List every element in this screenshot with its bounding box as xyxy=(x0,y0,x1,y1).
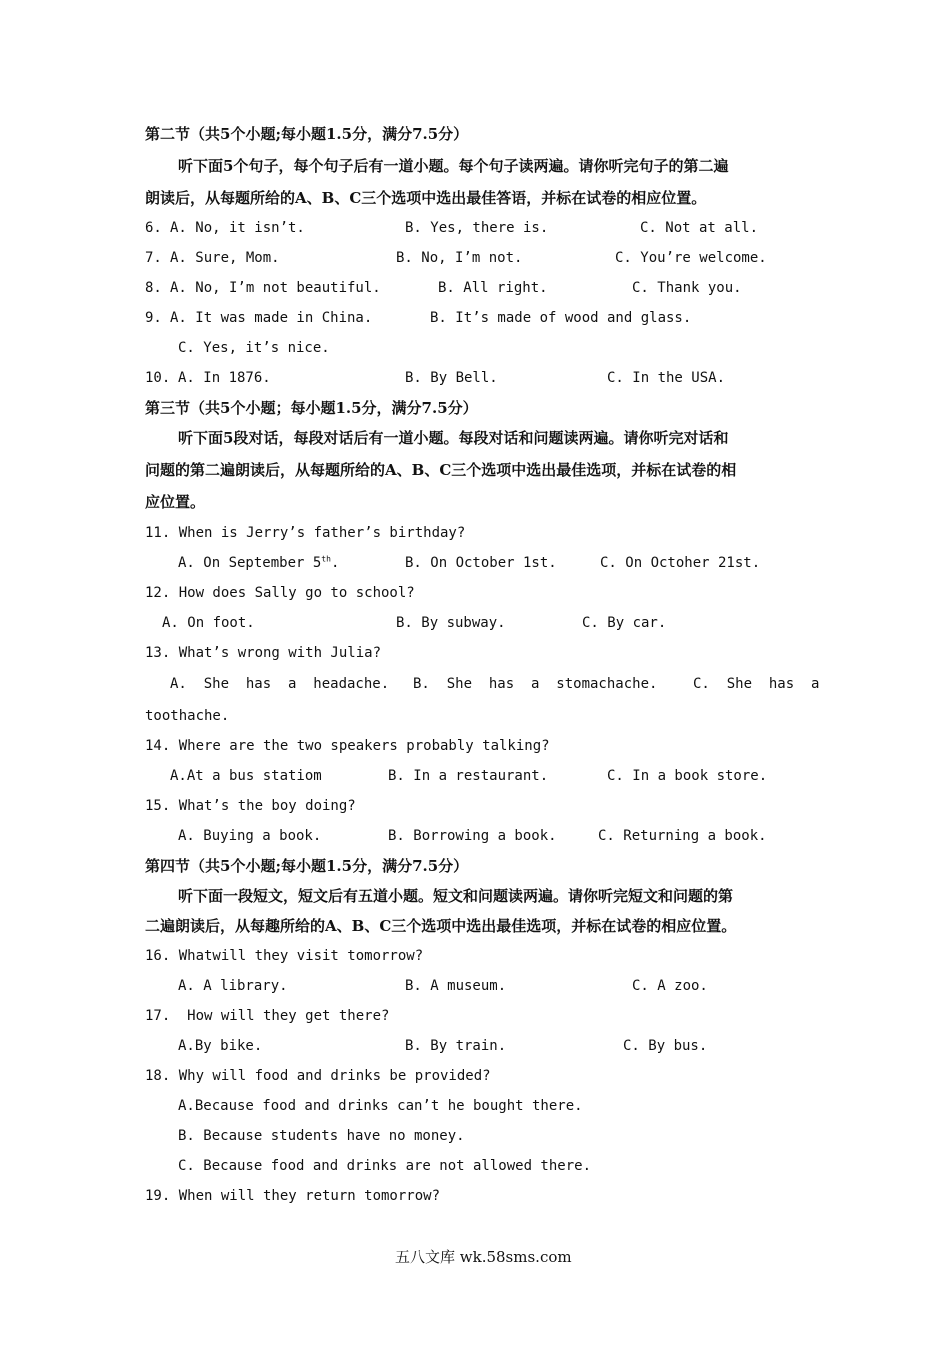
q17-option-c: C. By bus. xyxy=(623,1038,708,1054)
q13-option-c-continued: toothache. xyxy=(145,708,230,724)
section2-instruction-line2: 朗读后，从每题所给的A、B、C三个选项中选出最佳答语，并标在试卷的相应位置。 xyxy=(145,189,707,207)
q18-option-b: B. Because students have no money. xyxy=(178,1128,465,1144)
q12-option-a: A. On foot. xyxy=(162,615,255,631)
footer-watermark: 五八文库 wk.58sms.com xyxy=(395,1248,572,1266)
q11-option-a-text: A. On September 5 xyxy=(178,555,322,571)
q14-stem: 14. Where are the two speakers probably talking? xyxy=(145,738,550,754)
q11-option-a xyxy=(178,553,339,573)
q9-option-b: B. It’s made of wood and glass. xyxy=(430,310,692,326)
q11-option-a-period: . xyxy=(330,555,340,571)
q7-number: 7. xyxy=(145,250,162,266)
section4-instruction-line1: 听下面一段短文，短文后有五道小题。短文和问题读两遍。请你听完短文和问题的第 xyxy=(178,887,734,905)
q12-stem: 12. How does Sally go to school? xyxy=(145,585,415,601)
q17-option-b: B. By train. xyxy=(405,1038,507,1054)
q16-option-b: B. A museum. xyxy=(405,978,507,994)
q14-option-b: B. In a restaurant. xyxy=(388,768,549,784)
q7-option-c: C. You’re welcome. xyxy=(615,250,767,266)
q11-stem: 11. When is Jerry’s father’s birthday? xyxy=(145,525,466,541)
section4-instruction-line2: 二遍朗读后，从每趣所给的A、B、C三个选项中选出最佳选项，并标在试卷的相应位置。 xyxy=(145,917,737,935)
section2-instruction-line1: 听下面5个句子，每个句子后有一道小题。每个句子读两遍。请你听完句子的第二遍 xyxy=(178,157,729,175)
q8-option-b: B. All right. xyxy=(438,280,548,296)
q10-number: 10. xyxy=(145,370,171,386)
q16-option-a: A. A library. xyxy=(178,978,288,994)
q9-option-c: C. Yes, it’s nice. xyxy=(178,340,330,356)
q10-option-c: C. In the USA. xyxy=(607,370,726,386)
q18-option-a: A.Because food and drinks can’t he bought there. xyxy=(178,1098,583,1114)
q17-option-a: A.By bike. xyxy=(178,1038,263,1054)
section3-instruction-line3: 应位置。 xyxy=(145,493,206,511)
q10-option-b: B. By Bell. xyxy=(405,370,498,386)
q11-option-c: C. On Octoher 21st. xyxy=(600,555,761,571)
q7-option-a: A. Sure, Mom. xyxy=(170,250,280,266)
q6-option-b: B. Yes, there is. xyxy=(405,220,549,236)
section3-instruction-line2: 问题的第二遍朗读后，从每题所给的A、B、C三个选项中选出最佳选项，并标在试卷的相 xyxy=(145,461,737,479)
section3-heading: 第三节（共5个小题；每小题1.5分，满分7.5分） xyxy=(145,399,478,417)
q10-option-a: A. In 1876. xyxy=(178,370,271,386)
q9-number: 9. xyxy=(145,310,162,326)
q13-option-b: B. She has a stomachache. xyxy=(413,676,658,692)
q18-option-c: C. Because food and drinks are not allowed there. xyxy=(178,1158,592,1174)
q7-option-b: B. No, I’m not. xyxy=(396,250,523,266)
q8-number: 8. xyxy=(145,280,162,296)
q11-option-b: B. On October 1st. xyxy=(405,555,557,571)
q16-option-c: C. A zoo. xyxy=(632,978,708,994)
q6-option-c: C. Not at all. xyxy=(640,220,759,236)
q15-stem: 15. What’s the boy doing? xyxy=(145,798,356,814)
q16-stem: 16. Whatwill they visit tomorrow? xyxy=(145,948,424,964)
q19-stem: 19. When will they return tomorrow? xyxy=(145,1188,441,1204)
q9-option-a: A. It was made in China. xyxy=(170,310,373,326)
section4-heading: 第四节（共5个小题;每小题1.5分，满分7.5分） xyxy=(145,857,469,875)
q15-option-b: B. Borrowing a book. xyxy=(388,828,557,844)
q13-option-c: C. She has a xyxy=(693,676,820,692)
q12-option-b: B. By subway. xyxy=(396,615,506,631)
q8-option-c: C. Thank you. xyxy=(632,280,742,296)
q15-option-a: A. Buying a book. xyxy=(178,828,322,844)
q6-number: 6. xyxy=(145,220,162,236)
q14-option-c: C. In a book store. xyxy=(607,768,768,784)
q15-option-c: C. Returning a book. xyxy=(598,828,767,844)
section3-instruction-line1: 听下面5段对话，每段对话后有一道小题。每段对话和问题读两遍。请你听完对话和 xyxy=(178,429,729,447)
q13-stem: 13. What’s wrong with Julia? xyxy=(145,645,382,661)
q11-option-a-superscript: th xyxy=(321,554,331,564)
section2-heading: 第二节（共5个小题;每小题1.5分，满分7.5分） xyxy=(145,125,469,143)
q17-stem: 17. How will they get there? xyxy=(145,1008,390,1024)
q6-option-a: A. No, it isn’t. xyxy=(170,220,305,236)
q14-option-a: A.At a bus statiom xyxy=(170,768,322,784)
q12-option-c: C. By car. xyxy=(582,615,667,631)
q8-option-a: A. No, I’m not beautiful. xyxy=(170,280,381,296)
q18-stem: 18. Why will food and drinks be provided? xyxy=(145,1068,491,1084)
q13-option-a: A. She has a headache. xyxy=(170,676,390,692)
